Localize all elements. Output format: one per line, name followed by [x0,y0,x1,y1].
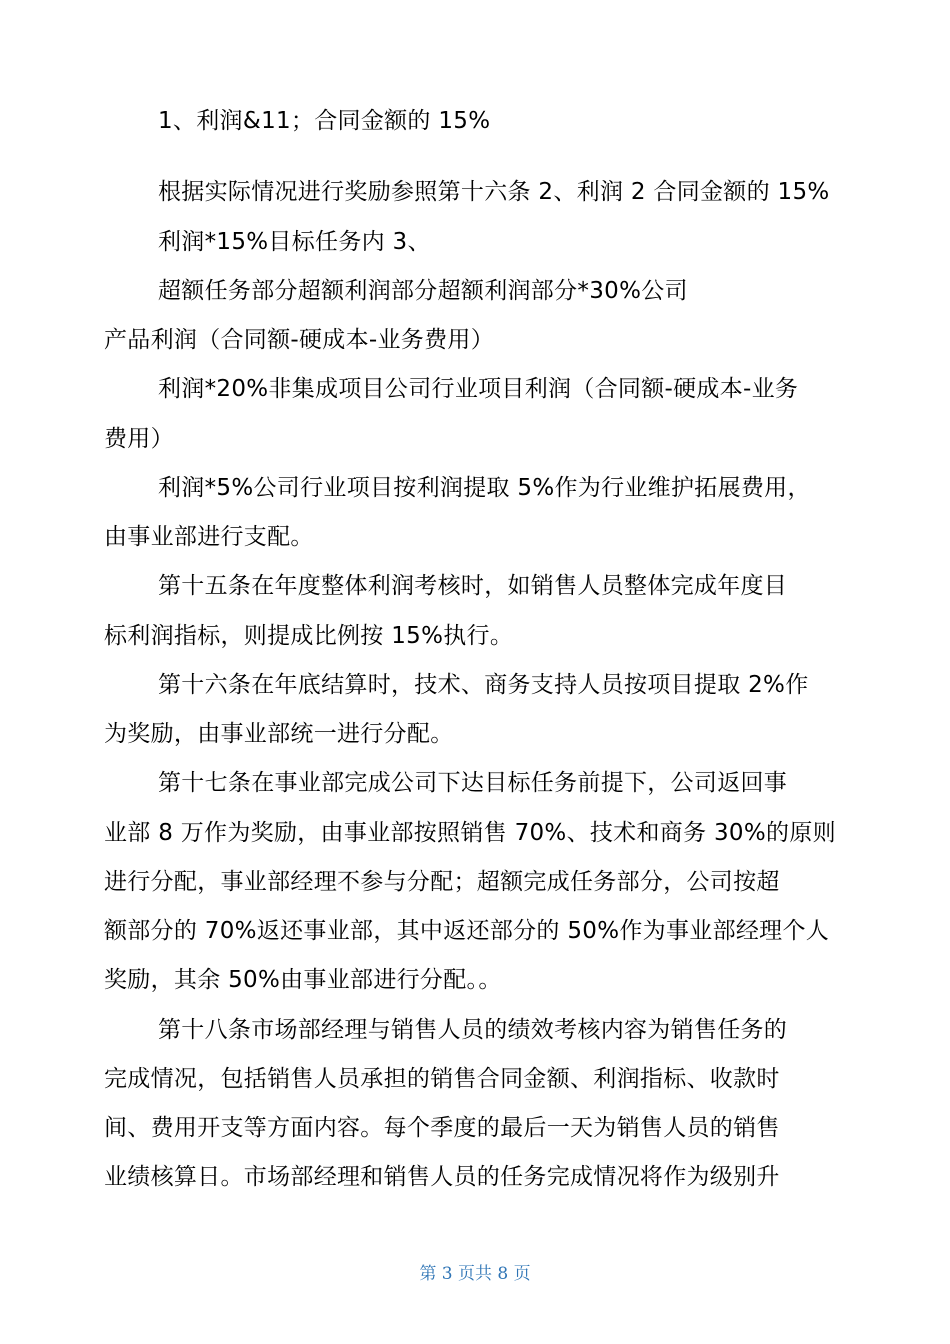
text-line: 完成情况，包括销售人员承担的销售合同金额、利润指标、收款时 [104,1066,780,1092]
text-line: 间、费用开支等方面内容。每个季度的最后一天为销售人员的销售 [104,1115,780,1141]
text-line: 根据实际情况进行奖励参照第十六条 2、利润 2 合同金额的 15% [158,179,830,205]
text-line: 进行分配，事业部经理不参与分配；超额完成任务部分，公司按超 [104,869,780,895]
text-line: 利润*20%非集成项目公司行业项目利润（合同额-硬成本-业务 [158,376,799,402]
text-line: 由事业部进行支配。 [104,524,314,550]
text-line: 第十五条在年度整体利润考核时，如销售人员整体完成年度目 [158,573,788,599]
text-line: 为奖励，由事业部统一进行分配。 [104,721,454,747]
text-line: 超额任务部分超额利润部分超额利润部分*30%公司 [158,278,688,304]
text-line: 1、利润&11；合同金额的 15% [158,108,491,134]
text-line: 业部 8 万作为奖励，由事业部按照销售 70%、技术和商务 30%的原则 [104,820,836,846]
text-line: 业绩核算日。市场部经理和销售人员的任务完成情况将作为级别升 [104,1164,780,1190]
text-line: 第十八条市场部经理与销售人员的绩效考核内容为销售任务的 [158,1017,788,1043]
text-line: 产品利润（合同额-硬成本-业务费用） [104,327,494,353]
text-line: 利润*5%公司行业项目按利润提取 5%作为行业维护拓展费用， [158,475,811,501]
text-line: 奖励，其余 50%由事业部进行分配。。 [104,967,502,993]
text-line: 标利润指标，则提成比例按 15%执行。 [104,623,514,649]
text-line: 第十六条在年底结算时，技术、商务支持人员按项目提取 2%作 [158,672,809,698]
text-line: 利润*15%目标任务内 3、 [158,229,431,255]
text-line: 额部分的 70%返还事业部，其中返还部分的 50%作为事业部经理个人 [104,918,830,944]
text-line: 第十七条在事业部完成公司下达目标任务前提下，公司返回事 [158,770,788,796]
text-line: 费用） [104,426,174,452]
page-number: 第 3 页共 8 页 [419,1264,531,1284]
